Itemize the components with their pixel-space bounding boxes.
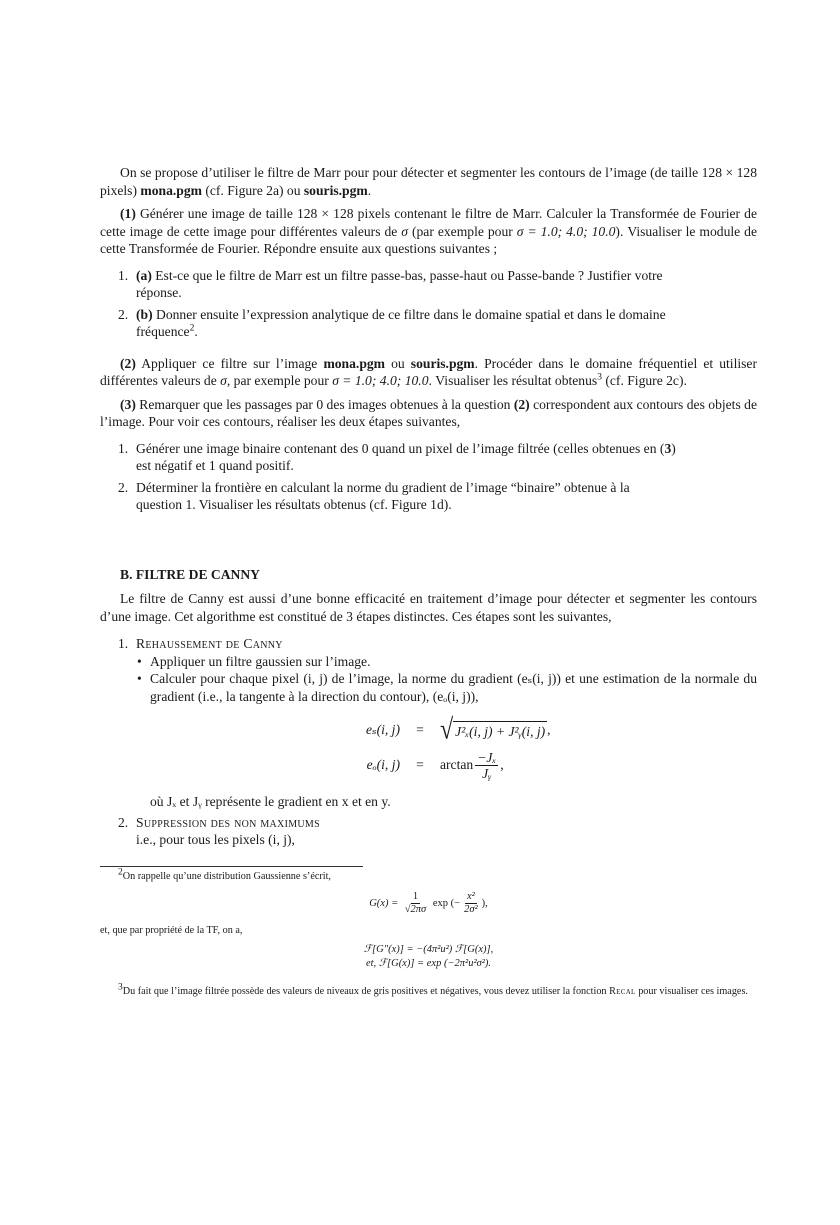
question-1-subitems (100, 267, 757, 341)
canny-step-2: 2. Suppression des non maximums i.e., pour tous les pixels (i, j), (136, 814, 757, 849)
footnote-ref: 3 (597, 372, 602, 383)
gradient-equations (336, 715, 757, 785)
question-1-paragraph: (1) Générer une image de taille 128 × 128 pixels contenant le filtre de Marr. Calculer la Transformée de Fourier de cette image de cette image pour différentes valeurs de σ (par exemple pour σ = 1.0; 4.0; 10.0). Visualiser le module de cette Transformée de Fourier. Répondre ensuite aux questions suivantes ; (100, 206, 757, 256)
equation-norm: eₛ(i, j) = √ J²ₓ(i, j) + J²ᵧ(i, j) , (365, 714, 551, 746)
fraction: $\frac{1}{√2\pi\sigma}$ (404, 891, 427, 915)
document-body (100, 164, 757, 849)
filename-mona: mona.pgm (140, 182, 202, 198)
footnote-2: $^2$On rappelle qu’une distribution Gaussienne s’écrit, (118, 867, 331, 882)
intro-paragraph: On se propose d’utiliser le filtre de Marr pour pour détecter et segmenter les contours de l’image (de taille 128 × 128 pixels) mona.pgm (cf. Figure 2a) ou souris.pgm. (100, 165, 757, 198)
equation-orientation: eₒ(i, j) = arctan $\frac{\text{−Jₓ}}{\text{Jᵧ}}$ , (366, 749, 504, 781)
question-label: (1) (120, 206, 136, 221)
list-item: 2. (b) Donner ensuite l’expression analytique de ce filtre dans le domaine spatial et dans le domaine fréquence$^2$. (118, 306, 666, 339)
fraction: $\frac{\text{−Jₓ}}{\text{Jᵧ}}$ (477, 749, 497, 781)
gaussian-equation: G(x) = $\frac{1}{√2\pi\sigma}$ exp (− $\frac{\text{x²}}{\text{2σ²}}$ ), (369, 891, 488, 915)
list-item: 2. Déterminer la frontière en calculant la norme du gradient de l’image “binaire” obtenue à la question 1. Visualiser les résultats obtenus (cf. Figure 1d). (118, 479, 630, 512)
question-3-steps (100, 440, 757, 514)
footnotes (100, 867, 757, 998)
fourier-equations: ℱ[G″(x)] = −(4π²u²) ℱ[G(x)], et, ℱ[G(x)] = exp (−2π²u²σ²). (363, 944, 494, 969)
step-1-bullets (136, 653, 757, 706)
bullet-item: • Appliquer un filtre gaussien sur l’image. (150, 653, 757, 671)
question-label: (2) (120, 355, 136, 371)
question-label: (3) (120, 396, 136, 412)
footnote-ref: 2 (189, 323, 195, 334)
step-2-text: i.e., pour tous les pixels (i, j), (136, 832, 295, 847)
square-root: √ J²ₓ(i, j) + J²ᵧ(i, j) (440, 714, 546, 746)
footnote-3: $^3$Du fait que l’image filtrée possède des valeurs de niveaux de gris positives et négatives, vous devez utiliser la fonction Recal pour visualiser ces images. (118, 982, 748, 997)
fraction: $\frac{\text{x²}}{\text{2σ²}}$ (464, 891, 478, 915)
footnote-rule (100, 866, 363, 867)
canny-steps (100, 635, 757, 849)
list-item: 1. (a) Est-ce que le filtre de Marr est un filtre passe-bas, passe-haut ou Passe-bande ? Justifier votre réponse. (118, 267, 663, 300)
step-title: Suppression des non maximums (136, 814, 320, 830)
list-item: 1. Générer une image binaire contenant des 0 quand un pixel de l’image filtrée (celles obtenues en (3) est négatif et 1 quand positif. (118, 440, 676, 473)
filename-souris: souris.pgm (303, 182, 368, 198)
step-title: Rehaussement de Canny (136, 636, 283, 651)
canny-step-1: 1. Rehaussement de Canny • Appliquer un filtre gaussien sur l’image. • Calculer pour chaque pixel (i, j) de l’image, la norme du gradient (eₛ(i, j)) et une estimation de la normale du gradient (i.e., la tangente à la direction du contour), (eₒ(i, j)), eₛ(i, j) = √ J²ₓ(i, j) + J²ᵧ(i, j) , eₒ(i, j) = arctan $\frac{\text{−Jₓ}}{\text{Jᵧ}}$ , où Jₓ et Jᵧ représente le gradient en x et en y. (136, 635, 757, 811)
question-2-paragraph: (2) Appliquer ce filtre sur l’image mona.pgm ou souris.pgm. Procéder dans le domaine fréquentiel et utiliser différentes valeurs de σ, par exemple pour σ = 1.0; 4.0; 10.0. Visualiser les résultat obtenus$^3$ (cf. Figure 2c). (100, 355, 757, 388)
gradient-note: où Jₓ et Jᵧ représente le gradient en x et en y. (150, 794, 391, 809)
section-heading-canny: B. FILTRE DE CANNY (120, 566, 260, 582)
bullet-item: • Calculer pour chaque pixel (i, j) de l’image, la norme du gradient (eₛ(i, j)) et une estimation de la normale du gradient (i.e., la tangente à la direction du contour), (eₒ(i, j)), (150, 670, 757, 705)
question-3-paragraph: (3) Remarquer que les passages par 0 des images obtenues à la question (2) correspondent aux contours des objets de l’image. Pour voir ces contours, réaliser les deux étapes suivantes, (100, 396, 757, 429)
footnote-2-continued: et, que par propriété de la TF, on a, (100, 925, 243, 936)
canny-intro-paragraph: Le filtre de Canny est aussi d’une bonne efficacité en traitement d’image pour détecter et segmenter les contours d’une image. Cet algorithme est constitué de 3 étapes distinctes. Ces étapes sont les suivantes, (100, 591, 757, 624)
